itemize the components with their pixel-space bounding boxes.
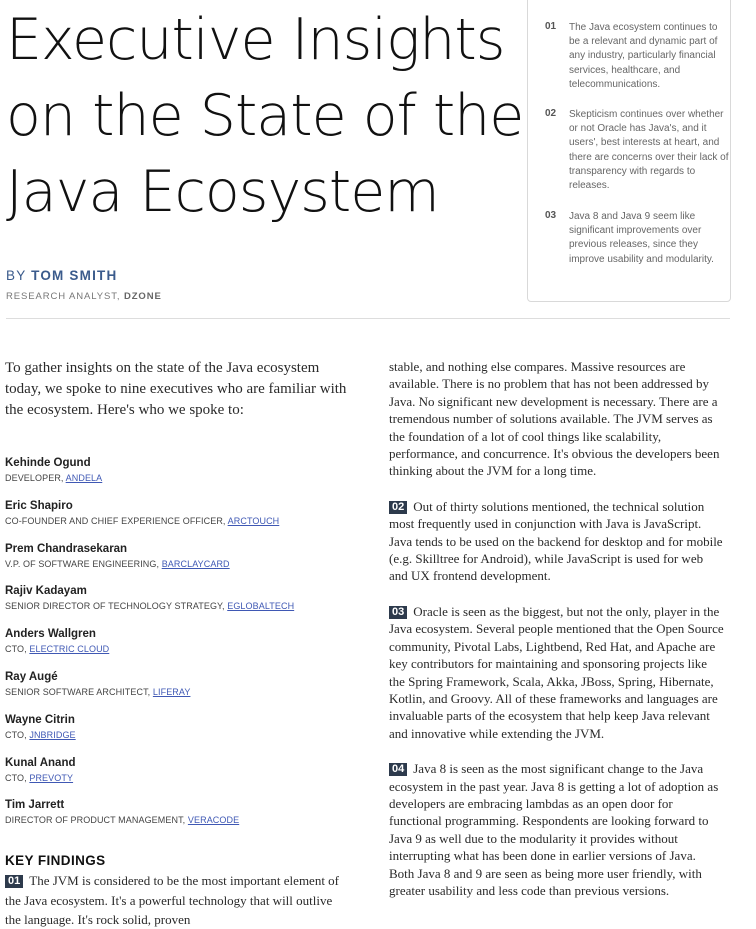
author-company: DZONE: [123, 291, 162, 302]
author-name: TOM SMITH: [31, 268, 118, 283]
left-column: [5, 358, 350, 927]
company-link[interactable]: ANDELA: [65, 473, 103, 483]
person-name: Kehinde Ogund: [5, 457, 91, 469]
list-item: [5, 713, 350, 756]
finding-text: Out of thirty solutions mentioned, the technical solution most frequently used in conjunction with Java is JavaScript. Java tends to be used on the backend for desktop and for mobile (e.g. Skilltree for Android), while JavaScript is used for web and UX frontend development.: [389, 498, 723, 584]
person-title: SENIOR SOFTWARE ARCHITECT, LIFERAY: [5, 686, 191, 697]
finding-01-start: [5, 871, 350, 929]
company-link[interactable]: ARCTOUCH: [227, 515, 280, 526]
person-title: DEVELOPER, ANDELA: [5, 473, 103, 483]
finding-text: The JVM is considered to be the most important element of the Java ecosystem. It's a powerful technology that will outlive the language. It's rock solid, proven: [5, 873, 340, 927]
person-name: Ray Augé: [5, 670, 58, 683]
finding-number-badge: 02: [389, 501, 407, 514]
takeaway-text: The Java ecosystem continues to be a relevant and dynamic part of any industry, particularly financial services, healthcare, and telecommunications.: [569, 22, 718, 90]
list-item: [5, 670, 350, 713]
finding-03: [389, 603, 724, 742]
company-link[interactable]: JNBRIDGE: [29, 729, 76, 740]
intro-paragraph: To gather insights on the state of the Java ecosystem today, we spoke to nine executives who are familiar with the ecosystem. Here's who we spoke to:: [5, 360, 347, 419]
takeaway-number: 01: [545, 21, 557, 32]
title-line: Executive Insights: [6, 7, 505, 73]
person-name: Rajiv Kadayam: [5, 585, 87, 598]
list-item: [5, 542, 350, 585]
finding-02: [389, 498, 724, 585]
person-name: Eric Shapiro: [5, 499, 73, 512]
takeaway-text: Skepticism continues over whether or not Oracle has Java's, and it users', best interests at heart, and there are concerns over their lack of transparency with regards to releases.: [569, 109, 729, 192]
interviewee-list: [5, 456, 350, 841]
person-name: Kunal Anand: [5, 756, 76, 769]
person-title: V.P. OF SOFTWARE ENGINEERING, BARCLAYCARD: [5, 558, 230, 569]
section-divider: [6, 318, 730, 319]
finding-text: Oracle is seen as the biggest, but not the only, player in the Java ecosystem. Several people mentioned that the Open Source community, Pivotal Labs, Lightbend, Red Hat, and Apache are key contributors for maintaining and sponsoring projects like the Spring Framework, Scala, Akka, JBoss, Spring, Hibernate, Kotlin, and Groovy. All of these frameworks and languages are invaluable parts of the ecosystem that help keep Java relevant and innovative while extending the JVM.: [389, 603, 724, 741]
page-title: [6, 2, 524, 230]
person-name: Prem Chandrasekaran: [5, 542, 128, 555]
finding-04: [389, 760, 724, 899]
person-title: CTO, PREVOTY: [5, 772, 74, 783]
takeaway-number: 02: [545, 108, 557, 119]
person-title: CTO, JNBRIDGE: [5, 729, 76, 740]
list-item: [5, 798, 350, 841]
person-title: CTO, ELECTRIC CLOUD: [5, 644, 110, 655]
key-findings-heading: KEY FINDINGS: [5, 853, 106, 868]
company-link[interactable]: PREVOTY: [29, 772, 74, 783]
takeaway-text: Java 8 and Java 9 seem like significant improvements over previous releases, since they improve usability and modularity.: [569, 211, 714, 265]
list-item: [5, 584, 350, 627]
right-column: [389, 358, 724, 917]
company-link[interactable]: LIFERAY: [152, 686, 191, 697]
company-link[interactable]: ELECTRIC CLOUD: [29, 644, 110, 655]
list-item: [5, 627, 350, 670]
person-name: Anders Wallgren: [5, 628, 96, 641]
title-line: on the State of the: [6, 83, 524, 149]
person-title: DIRECTOR OF PRODUCT MANAGEMENT, VERACODE: [5, 815, 240, 826]
person-title: SENIOR DIRECTOR OF TECHNOLOGY STRATEGY, EGLOBALTECH: [5, 601, 295, 612]
takeaway-number: 03: [545, 210, 557, 221]
finding-01-continued: stable, and nothing else compares. Massive resources are available. There is no problem that has not been addressed by Java. No significant new development is necessary. There are a tremendous number of solutions available. The JVM serves as the foundation of a lot of cool things like scalability, performance, and concurrence. It's obvious the developers been thinking about the JVM for a long time.: [389, 359, 720, 479]
company-link[interactable]: VERACODE: [187, 815, 240, 826]
person-title: CO-FOUNDER AND CHIEF EXPERIENCE OFFICER, ARCTOUCH: [5, 515, 280, 526]
list-item: [5, 756, 350, 799]
finding-number-badge: 01: [5, 875, 23, 888]
company-link[interactable]: BARCLAYCARD: [161, 558, 230, 569]
title-line: Java Ecosystem: [6, 159, 439, 225]
finding-text: Java 8 is seen as the most significant change to the Java ecosystem in the past year. Java 8 is getting a lot of adoption as developers are embracing lambdas as an open door for functional programming. Respondents are looking forward to Java 9 as well due to the modularity it provides without interrupting what has been done in earlier versions of Java. Both Java 8 and 9 are seen as being more user friendly, with greater usability and less code than previous versions.: [389, 761, 719, 898]
byline-prefix: BY: [6, 268, 27, 283]
author-title: RESEARCH ANALYST,: [6, 291, 121, 302]
person-name: Tim Jarrett: [5, 799, 65, 812]
finding-number-badge: 03: [389, 606, 407, 619]
author-role: [6, 291, 162, 302]
byline: [6, 268, 117, 283]
list-item: [5, 499, 350, 542]
company-link[interactable]: EGLOBALTECH: [227, 601, 295, 612]
quick-view-box: [527, 0, 731, 302]
finding-number-badge: 04: [389, 763, 407, 776]
person-name: Wayne Citrin: [5, 713, 75, 726]
list-item: [5, 456, 350, 499]
